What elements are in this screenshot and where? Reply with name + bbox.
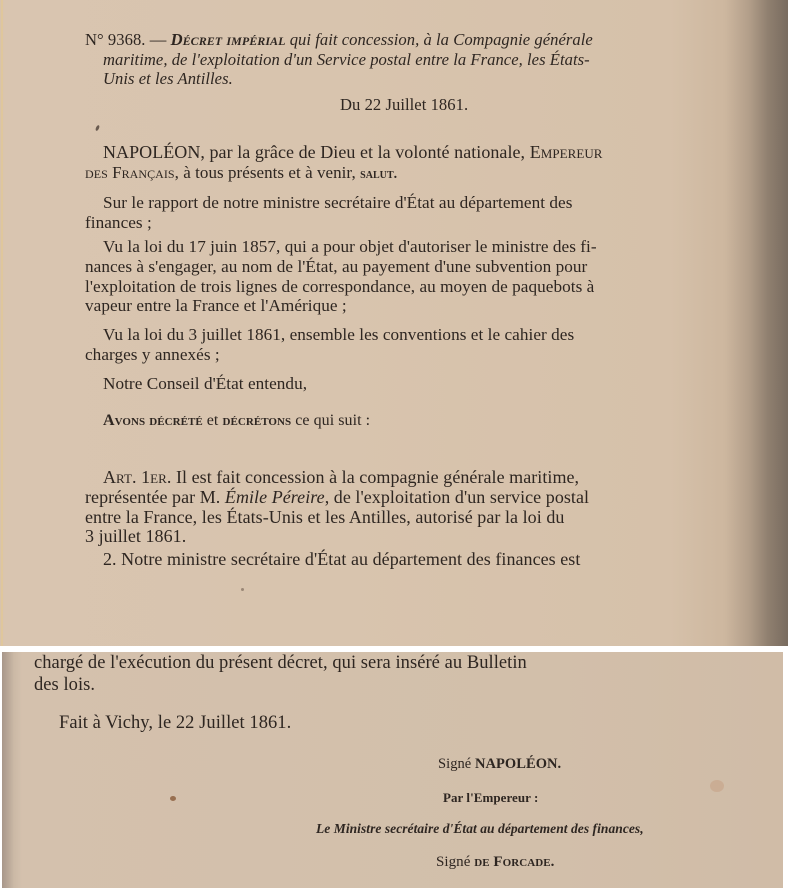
conseil-etat-line: Notre Conseil d'État entendu, [103,374,308,393]
decree-header-line-3: Unis et les Antilles. [103,69,233,88]
minister-signature: de Forcade. [474,854,555,870]
decretons: décrétons [222,412,292,429]
article-1-line-4: 3 juillet 1861. [85,526,187,546]
article-1-label: Art. 1er. [103,467,172,487]
article-1-line-1 [103,468,737,486]
place-and-date: Fait à Vichy, le 22 Juillet 1861. [59,713,292,733]
decree-header-line-1 [85,32,737,49]
foxing-spot [710,780,724,792]
minister-signature-line [436,855,554,870]
page-scan-bottom [2,652,783,888]
article-1-text-2b: , de l'exploitation d'un service postal [324,487,590,507]
consideration-1-line-1: Sur le rapport de notre ministre secrétaire d'État au département des [103,193,573,212]
preamble-line-2 [85,164,397,182]
consideration-1-line-2: finances ; [85,213,152,232]
par-l-empereur: Par l'Empereur : [443,790,539,805]
decree-title-part-1: qui fait concession, à la Compagnie générale [289,30,593,49]
enacting-clause [103,413,370,429]
minister-signed-prefix: Signé [436,854,471,870]
salut: salut. [360,167,398,182]
decree-date: Du 22 Juillet 1861. [340,95,469,114]
emperor-name: NAPOLÉON [103,142,201,162]
article-2-line-3: des lois. [34,675,96,695]
ink-speck [241,588,244,591]
minister-title: Le Ministre secrétaire d'État au département des finances, [316,821,644,836]
decree-number: N° 9368. — [85,30,167,49]
article-1-line-2 [85,488,737,506]
ink-speck [170,796,176,801]
article-2-line-1 [103,550,737,568]
consideration-3-line-2: charges y annexés ; [85,345,220,364]
emperor-signature-line [438,757,561,772]
article-1-text-2a: représentée par M. [85,487,221,507]
consideration-2-line-4: vapeur entre la France et l'Amérique ; [85,296,347,315]
article-1-text: Il est fait concession à la compagnie générale maritime, [175,467,580,487]
article-2-label: 2. [103,549,117,569]
decree-type: Décret impérial [170,30,286,49]
preamble-text-2: , à tous présents et à venir, [174,163,356,182]
consideration-2-line-3: l'exploitation de trois lignes de correspondance, au moyen de paquebots à [85,277,595,296]
consideration-2-line-2: nances à s'engager, au nom de l'État, au payement d'une subvention pour [85,257,588,276]
article-1-line-3: entre la France, les États-Unis et les Antilles, autorisé par la loi du [85,507,565,527]
consideration-3-line-1: Vu la loi du 3 juillet 1861, ensemble les conventions et le cahier des [103,325,575,344]
decree-header-line-2: maritime, de l'exploitation d'un Service postal entre la France, les États- [103,50,590,69]
avons-decrete: Avons décrété [103,412,203,429]
ink-mark [95,125,100,132]
nation-title: des Français [85,163,175,182]
emperor-signature: NAPOLÉON. [474,756,562,772]
enacting-rest: ce qui suit : [291,412,371,429]
article-2-text: Notre ministre secrétaire d'État au département des finances est [121,549,581,569]
article-2-line-2: chargé de l'exécution du présent décret, qui sera inséré au Bulletin [34,653,527,673]
consideration-2-line-1: Vu la loi du 17 juin 1857, qui a pour objet d'autoriser le ministre des fi- [103,237,597,256]
emperor-title: Empereur [529,142,603,162]
concessionaire-name: Émile Péreire [224,487,325,507]
preamble-text: , par la grâce de Dieu et la volonté nationale, [200,142,526,162]
enacting-et: et [202,412,223,429]
preamble-line-1 [103,143,737,161]
signed-prefix: Signé [438,756,472,772]
